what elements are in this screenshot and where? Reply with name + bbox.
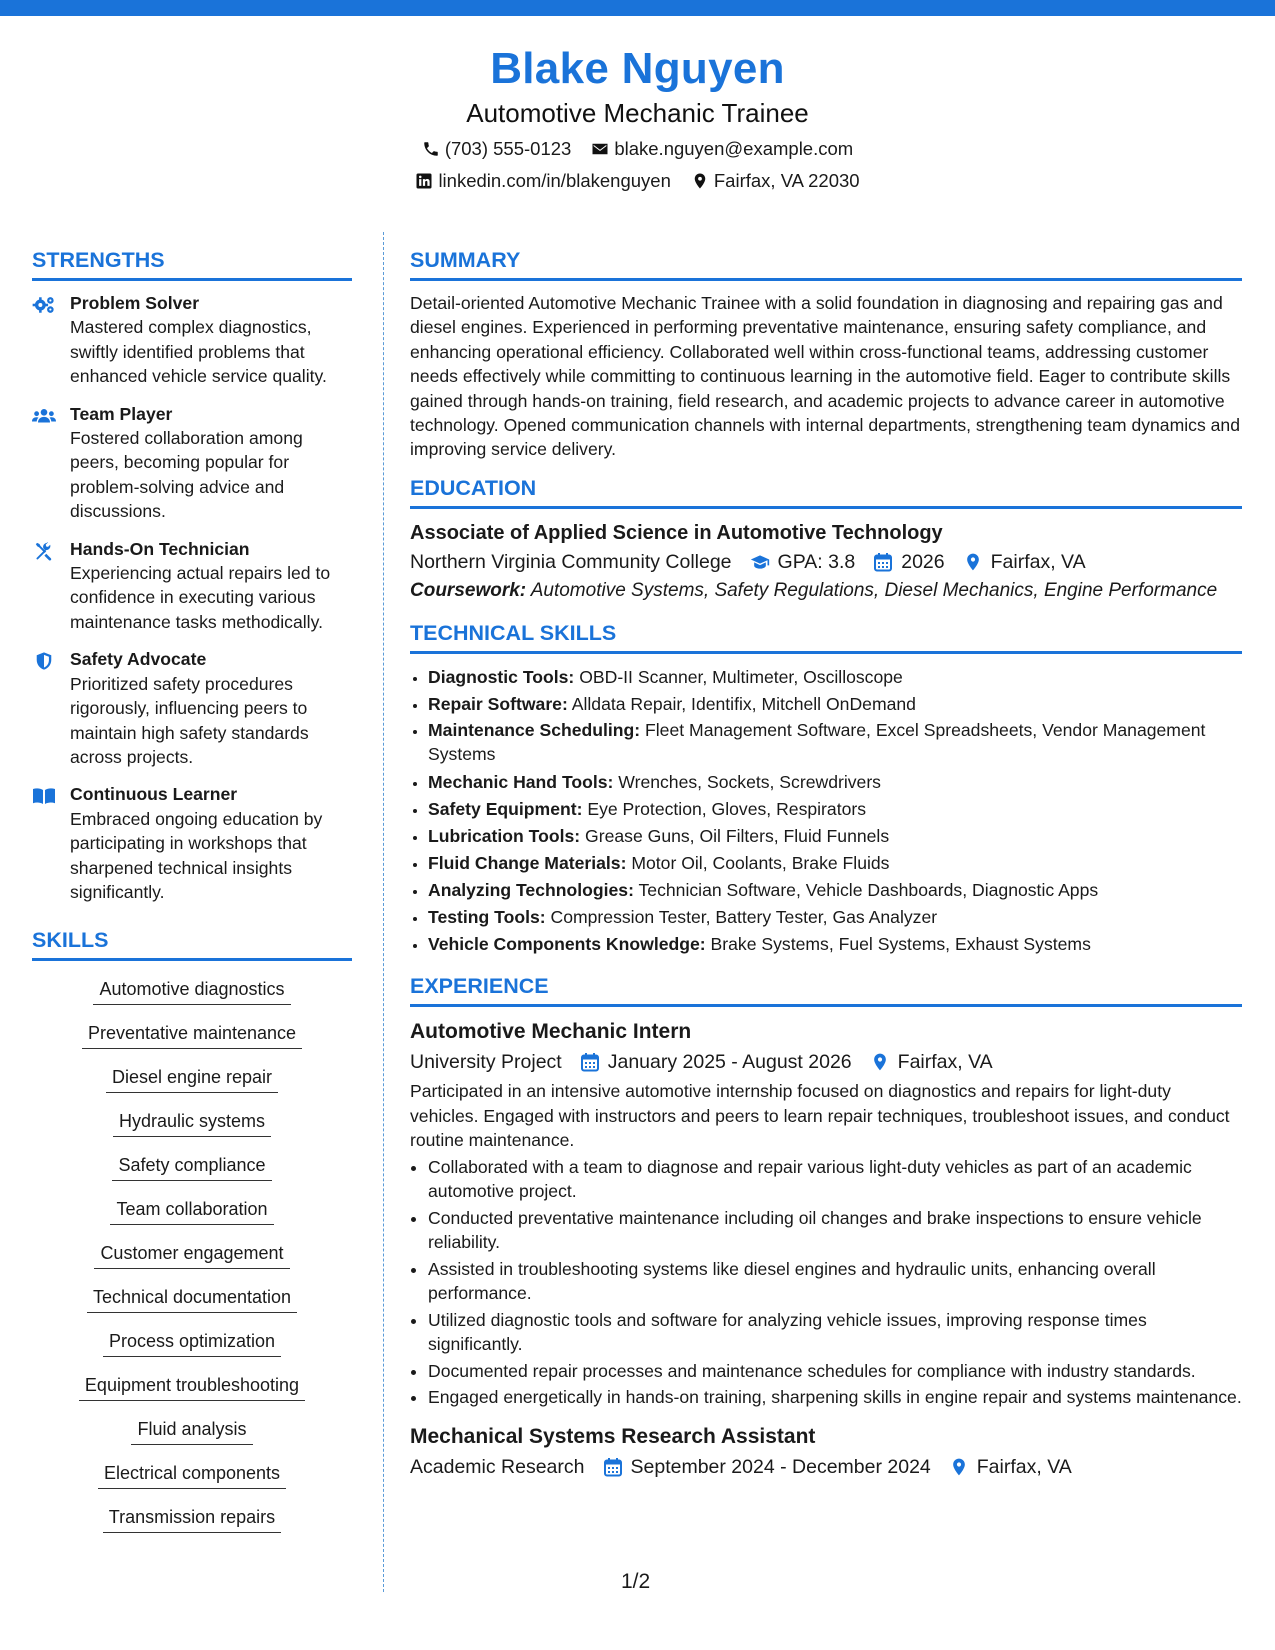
- skill-tag: Diesel engine repair: [106, 1063, 278, 1093]
- strength-item: [32, 291, 352, 389]
- tech-skill-label: Maintenance Scheduling:: [428, 720, 641, 741]
- strength-desc: Fostered collaboration among peers, becoming popular for problem-solving advice and discussions.: [70, 428, 303, 522]
- skill-tag: Preventative maintenance: [82, 1019, 302, 1049]
- experience-heading: EXPERIENCE: [410, 972, 1242, 1007]
- job-meta: [410, 1452, 1242, 1482]
- skill-tag: Electrical components: [98, 1459, 286, 1489]
- strength-title: Team Player: [70, 403, 173, 424]
- education-heading: EDUCATION: [410, 474, 1242, 509]
- tools-icon: [32, 537, 70, 635]
- candidate-name: Blake Nguyen: [490, 44, 785, 93]
- job-description: Participated in an intensive automotive internship focused on diagnostics and repairs for light-duty vehicles. Engaged with instructors and peers to learn repair techniques, troubleshoot issues, and conduct routine maintenance.: [410, 1081, 1230, 1151]
- strength-title: Problem Solver: [70, 293, 200, 313]
- job-dates: January 2025 - August 2026: [607, 1051, 852, 1074]
- tech-skill-label: Repair Software:: [428, 694, 568, 715]
- skill-tag: Team collaboration: [110, 1195, 273, 1225]
- list-item: [428, 904, 1242, 931]
- envelope-icon: [591, 140, 609, 158]
- linkedin-icon: [415, 172, 433, 190]
- tech-skill-value: OBD-II Scanner, Multimeter, Oscilloscope: [579, 667, 903, 688]
- tech-skill-label: Diagnostic Tools:: [428, 667, 575, 688]
- tech-skill-label: Safety Equipment:: [428, 799, 583, 820]
- email-text[interactable]: blake.nguyen@example.com: [614, 138, 854, 159]
- left-column: [32, 246, 352, 1547]
- strength-desc: Experiencing actual repairs led to confidence in executing various maintenance tasks methodically.: [70, 563, 331, 632]
- job-title: Automotive Mechanic Intern: [410, 1020, 692, 1044]
- strength-title: Continuous Learner: [70, 784, 238, 805]
- linkedin-text[interactable]: linkedin.com/in/blakenguyen: [438, 170, 671, 191]
- list-item: [428, 718, 1242, 766]
- school-name: Northern Virginia Community College: [410, 550, 732, 573]
- strength-desc: Embraced ongoing education by participating in workshops that sharpened technical insights significantly.: [70, 808, 323, 902]
- contact-row-1: [0, 134, 1275, 164]
- users-icon: [32, 402, 70, 524]
- resume-header: [0, 42, 1275, 196]
- strength-title: Safety Advocate: [70, 649, 207, 670]
- strength-item: [32, 782, 352, 904]
- tech-skill-value: Technician Software, Vehicle Dashboards, Diagnostic Apps: [638, 880, 1099, 901]
- strengths-heading: STRENGTHS: [32, 246, 352, 281]
- job-location: Fairfax, VA: [976, 1455, 1072, 1478]
- skill-tag: Technical documentation: [87, 1283, 297, 1313]
- skill-tag: Fluid analysis: [131, 1415, 252, 1445]
- coursework: [410, 579, 1242, 604]
- job-meta: [410, 1047, 1242, 1077]
- contact-row-2: [0, 166, 1275, 196]
- list-item: [428, 796, 1242, 823]
- top-accent-bar: [0, 0, 1275, 16]
- job-bullets: [410, 1155, 1242, 1410]
- tech-skill-label: Vehicle Components Knowledge:: [428, 934, 706, 955]
- graduation-cap-icon: [750, 552, 770, 572]
- map-pin-icon: [870, 1052, 890, 1072]
- tech-skill-label: Mechanic Hand Tools:: [428, 772, 614, 793]
- map-pin-icon: [949, 1457, 969, 1477]
- gpa-text: GPA: 3.8: [777, 550, 856, 573]
- shield-icon: [32, 647, 70, 769]
- phone-icon: [422, 140, 440, 158]
- job-location: Fairfax, VA: [897, 1051, 993, 1074]
- job-org: Academic Research: [410, 1455, 585, 1478]
- tech-skill-value: Wrenches, Sockets, Screwdrivers: [618, 772, 881, 793]
- job-entry: [410, 1422, 1242, 1482]
- degree-title: Associate of Applied Science in Automotive Technology: [410, 521, 943, 544]
- contact-phone: [422, 134, 572, 164]
- strength-desc: Mastered complex diagnostics, swiftly identified problems that enhanced vehicle service quality.: [70, 317, 327, 387]
- page-number: 1/2: [621, 1570, 651, 1593]
- skill-tag: Transmission repairs: [103, 1503, 281, 1533]
- list-item: [428, 769, 1242, 796]
- list-item: • Collaborated with a team to diagnose and repair various light-duty vehicles as part of an academic automotive project.: [428, 1155, 1242, 1204]
- candidate-title: Automotive Mechanic Trainee: [466, 98, 809, 128]
- skills-heading: SKILLS: [32, 926, 352, 961]
- map-pin-icon: [963, 552, 983, 572]
- job-org: University Project: [410, 1051, 562, 1074]
- map-pin-icon: [691, 172, 709, 190]
- job-entry: [410, 1017, 1242, 1409]
- coursework-label: Coursework:: [410, 579, 527, 601]
- list-item: [428, 823, 1242, 850]
- education-meta: [410, 547, 1242, 577]
- skill-tag: Customer engagement: [94, 1239, 289, 1269]
- tech-skill-value: Fleet Management Software, Excel Spreadsheets, Vendor Management Systems: [428, 720, 1206, 765]
- tech-skill-label: Lubrication Tools:: [428, 826, 581, 847]
- skill-tag: Hydraulic systems: [113, 1107, 271, 1137]
- strength-title: Hands-On Technician: [70, 538, 250, 559]
- tech-skill-label: Fluid Change Materials:: [428, 853, 627, 874]
- location-text: Fairfax, VA 22030: [713, 170, 860, 191]
- strength-item: [32, 402, 352, 524]
- education-location: Fairfax, VA: [990, 550, 1086, 573]
- contact-linkedin[interactable]: [415, 166, 670, 196]
- contact-location: [691, 166, 860, 196]
- list-item: [428, 664, 1242, 691]
- skills-list: [32, 975, 352, 1547]
- list-item: [428, 691, 1242, 718]
- calendar-icon: [873, 552, 893, 572]
- skill-tag: Automotive diagnostics: [93, 975, 290, 1005]
- tech-skill-value: Compression Tester, Battery Tester, Gas Analyzer: [550, 907, 938, 928]
- list-item: [428, 850, 1242, 877]
- list-item: • Assisted in troubleshooting systems like diesel engines and hydraulic units, enhancing overall performance.: [428, 1257, 1242, 1306]
- list-item: • Documented repair processes and maintenance schedules for compliance with industry standards.: [428, 1359, 1242, 1384]
- technical-skills-list: [410, 664, 1242, 958]
- graduation-year: 2026: [901, 550, 945, 573]
- job-title: Mechanical Systems Research Assistant: [410, 1424, 816, 1448]
- calendar-icon: [603, 1457, 623, 1477]
- list-item: [428, 877, 1242, 904]
- book-icon: [32, 782, 70, 904]
- calendar-icon: [580, 1052, 600, 1072]
- tech-skill-value: Grease Guns, Oil Filters, Fluid Funnels: [585, 826, 890, 847]
- tech-skill-value: Brake Systems, Fuel Systems, Exhaust Systems: [710, 934, 1091, 955]
- skill-tag: Equipment troubleshooting: [79, 1371, 305, 1401]
- right-column: [410, 246, 1242, 1482]
- summary-heading: SUMMARY: [410, 246, 1242, 281]
- job-dates: September 2024 - December 2024: [630, 1455, 931, 1478]
- strength-item: [32, 647, 352, 769]
- strength-desc: Prioritized safety procedures rigorously, influencing peers to maintain high safety standards across projects.: [70, 673, 309, 767]
- tech-skill-value: Eye Protection, Gloves, Respirators: [587, 799, 867, 820]
- coursework-list: Automotive Systems, Safety Regulations, Diesel Mechanics, Engine Performance: [530, 579, 1218, 601]
- column-divider: [383, 232, 384, 1592]
- strength-item: [32, 537, 352, 635]
- list-item: • Utilized diagnostic tools and software for analyzing vehicle issues, improving response times significantly.: [428, 1308, 1242, 1357]
- tech-skill-value: Alldata Repair, Identifix, Mitchell OnDemand: [571, 694, 916, 715]
- gears-icon: [32, 291, 70, 389]
- list-item: • Conducted preventative maintenance including oil changes and brake inspections to ensure vehicle reliability.: [428, 1206, 1242, 1255]
- technical-skills-heading: TECHNICAL SKILLS: [410, 619, 1242, 654]
- list-item: [428, 931, 1242, 958]
- skill-tag: Process optimization: [103, 1327, 281, 1357]
- tech-skill-value: Motor Oil, Coolants, Brake Fluids: [631, 853, 890, 874]
- tech-skill-label: Testing Tools:: [428, 907, 546, 928]
- skill-tag: Safety compliance: [112, 1151, 271, 1181]
- summary-text: Detail-oriented Automotive Mechanic Trainee with a solid foundation in diagnosing and repairing gas and diesel engines. Experienced in performing preventative maintenance, ensuring safety compliance, and enhancing operational efficiency. Collaborated well within cross-functional teams, addressing customer needs effectively while committing to continuous learning in the automotive field. Eager to contribute skills gained through hands-on training, field research, and academic projects to advance career in automotive technology. Opened communication channels with internal departments, strengthening team dynamics and improving service delivery.: [410, 293, 1240, 460]
- list-item: • Engaged energetically in hands-on training, sharpening skills in engine repair and systems maintenance.: [428, 1385, 1242, 1410]
- tech-skill-label: Analyzing Technologies:: [428, 880, 634, 901]
- phone-text: (703) 555-0123: [444, 138, 572, 159]
- contact-email[interactable]: [591, 134, 853, 164]
